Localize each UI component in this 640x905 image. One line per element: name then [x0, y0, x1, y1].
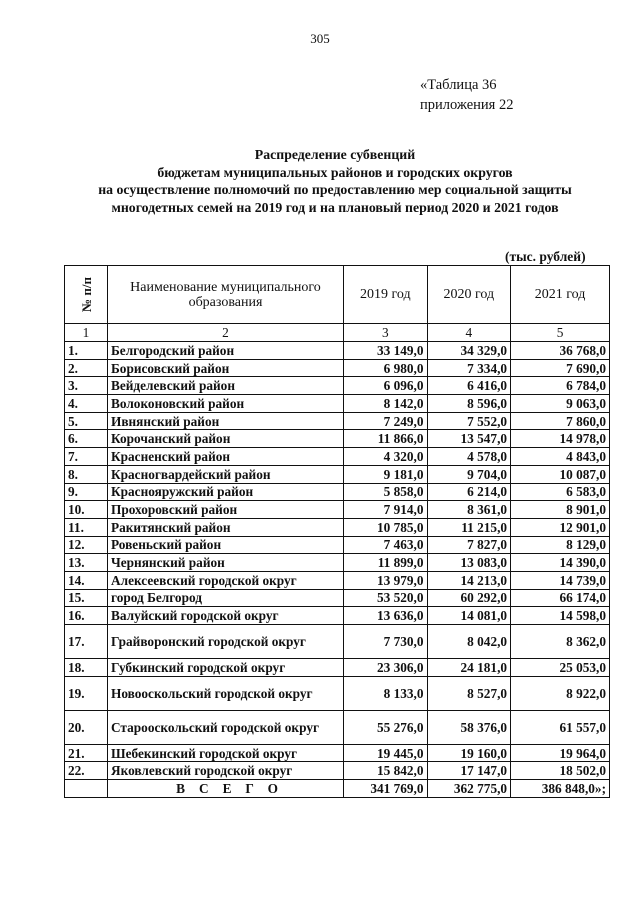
district-name: Ракитянский район [108, 518, 344, 536]
value-2019: 13 979,0 [344, 571, 428, 589]
row-number: 16. [65, 607, 108, 625]
district-name: Корочанский район [108, 430, 344, 448]
district-name: Грайворонский городской округ [108, 625, 344, 659]
value-2020: 6 416,0 [427, 377, 511, 395]
total-2019: 341 769,0 [344, 780, 428, 798]
value-2019: 5 858,0 [344, 483, 428, 501]
value-2019: 6 096,0 [344, 377, 428, 395]
value-2021: 14 739,0 [511, 571, 610, 589]
value-2021: 10 087,0 [511, 465, 610, 483]
table-row [65, 571, 610, 589]
value-2019: 7 730,0 [344, 625, 428, 659]
row-number: 7. [65, 448, 108, 466]
index-cell: 5 [511, 324, 610, 342]
table-row [65, 710, 610, 744]
row-number: 2. [65, 359, 108, 377]
value-2020: 4 578,0 [427, 448, 511, 466]
value-2021: 36 768,0 [511, 342, 610, 360]
value-2021: 19 964,0 [511, 744, 610, 762]
table-row [65, 412, 610, 430]
appendix-line-1: «Таблица 36 [420, 77, 497, 93]
row-number: 8. [65, 465, 108, 483]
district-name: Чернянский район [108, 554, 344, 572]
appendix-reference [420, 75, 513, 115]
row-number: 6. [65, 430, 108, 448]
district-name: Новооскольский городской округ [108, 676, 344, 710]
value-2020: 7 827,0 [427, 536, 511, 554]
value-2021: 8 901,0 [511, 501, 610, 519]
value-2020: 60 292,0 [427, 589, 511, 607]
district-name: Прохоровский район [108, 501, 344, 519]
value-2020: 8 527,0 [427, 676, 511, 710]
value-2020: 7 334,0 [427, 359, 511, 377]
table-row [65, 589, 610, 607]
units-label: (тыс. рублей) [505, 249, 586, 264]
value-2021: 6 784,0 [511, 377, 610, 395]
subvention-table [64, 265, 610, 798]
value-2019: 9 181,0 [344, 465, 428, 483]
value-2019: 55 276,0 [344, 710, 428, 744]
value-2021: 7 690,0 [511, 359, 610, 377]
total-row [65, 780, 610, 798]
table-row [65, 395, 610, 413]
district-name: Валуйский городской округ [108, 607, 344, 625]
total-label: ВСЕГО [108, 780, 344, 798]
row-number: 15. [65, 589, 108, 607]
row-number: 4. [65, 395, 108, 413]
row-number: 14. [65, 571, 108, 589]
table-row [65, 448, 610, 466]
value-2019: 33 149,0 [344, 342, 428, 360]
value-2019: 23 306,0 [344, 659, 428, 677]
title-line-4: многодетных семей на 2019 год и на плановый период 2020 и 2021 годов [111, 199, 559, 215]
page-number: 305 [310, 31, 330, 46]
row-number: 11. [65, 518, 108, 536]
table-row [65, 465, 610, 483]
table-row [65, 483, 610, 501]
table-row [65, 659, 610, 677]
row-number: 10. [65, 501, 108, 519]
index-cell: 3 [344, 324, 428, 342]
value-2021: 14 978,0 [511, 430, 610, 448]
total-2021: 386 848,0»; [511, 780, 610, 798]
value-2021: 6 583,0 [511, 483, 610, 501]
value-2020: 17 147,0 [427, 762, 511, 780]
district-name: Белгородский район [108, 342, 344, 360]
title-line-3: на осуществление полномочий по предоставлению мер социальной защиты [98, 182, 572, 197]
value-2021: 66 174,0 [511, 589, 610, 607]
table-row [65, 501, 610, 519]
district-name: Алексеевский городской округ [108, 571, 344, 589]
district-name: Старооскольский городской округ [108, 710, 344, 744]
value-2019: 6 980,0 [344, 359, 428, 377]
district-name: Красногвардейский район [108, 465, 344, 483]
header-num: № п/п [65, 266, 108, 324]
district-name: Краснояружский район [108, 483, 344, 501]
index-cell: 2 [108, 324, 344, 342]
row-number: 22. [65, 762, 108, 780]
value-2020: 19 160,0 [427, 744, 511, 762]
value-2020: 6 214,0 [427, 483, 511, 501]
district-name: город Белгород [108, 589, 344, 607]
value-2019: 19 445,0 [344, 744, 428, 762]
district-name: Яковлевский городской округ [108, 762, 344, 780]
table-row [65, 518, 610, 536]
value-2019: 13 636,0 [344, 607, 428, 625]
index-cell: 1 [65, 324, 108, 342]
appendix-line-2: приложения 22 [420, 97, 514, 113]
document-title [60, 146, 610, 216]
table-row [65, 625, 610, 659]
value-2019: 11 899,0 [344, 554, 428, 572]
title-line-1: Распределение субвенций [254, 147, 416, 162]
row-number: 21. [65, 744, 108, 762]
header-name: Наименование муниципального образования [108, 266, 344, 324]
value-2020: 58 376,0 [427, 710, 511, 744]
value-2019: 8 133,0 [344, 676, 428, 710]
value-2021: 4 843,0 [511, 448, 610, 466]
value-2021: 8 129,0 [511, 536, 610, 554]
value-2020: 13 083,0 [427, 554, 511, 572]
value-2021: 9 063,0 [511, 395, 610, 413]
value-2021: 14 390,0 [511, 554, 610, 572]
table-row [65, 676, 610, 710]
table-row [65, 359, 610, 377]
table-row [65, 607, 610, 625]
row-number: 13. [65, 554, 108, 572]
value-2019: 7 249,0 [344, 412, 428, 430]
value-2020: 14 081,0 [427, 607, 511, 625]
district-name: Борисовский район [108, 359, 344, 377]
value-2021: 18 502,0 [511, 762, 610, 780]
title-line-2: бюджетам муниципальных районов и городских округов [157, 164, 513, 180]
row-number: 3. [65, 377, 108, 395]
header-2019: 2019 год [344, 266, 428, 324]
value-2021: 7 860,0 [511, 412, 610, 430]
value-2019: 53 520,0 [344, 589, 428, 607]
value-2021: 12 901,0 [511, 518, 610, 536]
value-2019: 10 785,0 [344, 518, 428, 536]
value-2021: 25 053,0 [511, 659, 610, 677]
value-2020: 34 329,0 [427, 342, 511, 360]
value-2020: 8 596,0 [427, 395, 511, 413]
district-name: Губкинский городской округ [108, 659, 344, 677]
table-row [65, 377, 610, 395]
table-row [65, 554, 610, 572]
district-name: Шебекинский городской округ [108, 744, 344, 762]
district-name: Красненский район [108, 448, 344, 466]
row-number: 5. [65, 412, 108, 430]
value-2021: 8 362,0 [511, 625, 610, 659]
district-name: Вейделевский район [108, 377, 344, 395]
value-2020: 11 215,0 [427, 518, 511, 536]
value-2019: 15 842,0 [344, 762, 428, 780]
value-2019: 4 320,0 [344, 448, 428, 466]
value-2021: 8 922,0 [511, 676, 610, 710]
row-number: 17. [65, 625, 108, 659]
table-row [65, 430, 610, 448]
district-name: Волоконовский район [108, 395, 344, 413]
value-2021: 14 598,0 [511, 607, 610, 625]
total-spacer [65, 780, 108, 798]
value-2020: 9 704,0 [427, 465, 511, 483]
value-2020: 24 181,0 [427, 659, 511, 677]
table-body [65, 342, 610, 798]
total-2020: 362 775,0 [427, 780, 511, 798]
row-number: 19. [65, 676, 108, 710]
district-name: Ивнянский район [108, 412, 344, 430]
index-cell: 4 [427, 324, 511, 342]
value-2020: 7 552,0 [427, 412, 511, 430]
row-number: 12. [65, 536, 108, 554]
value-2019: 8 142,0 [344, 395, 428, 413]
table-row [65, 536, 610, 554]
row-number: 9. [65, 483, 108, 501]
value-2020: 8 361,0 [427, 501, 511, 519]
row-number: 18. [65, 659, 108, 677]
column-index-row [65, 324, 610, 342]
value-2020: 8 042,0 [427, 625, 511, 659]
table-row [65, 744, 610, 762]
header-2020: 2020 год [427, 266, 511, 324]
value-2019: 11 866,0 [344, 430, 428, 448]
value-2020: 13 547,0 [427, 430, 511, 448]
row-number: 20. [65, 710, 108, 744]
table-row [65, 342, 610, 360]
value-2019: 7 914,0 [344, 501, 428, 519]
value-2020: 14 213,0 [427, 571, 511, 589]
table-row [65, 762, 610, 780]
district-name: Ровеньский район [108, 536, 344, 554]
value-2019: 7 463,0 [344, 536, 428, 554]
row-number: 1. [65, 342, 108, 360]
value-2021: 61 557,0 [511, 710, 610, 744]
header-row [65, 266, 610, 324]
header-2021: 2021 год [511, 266, 610, 324]
